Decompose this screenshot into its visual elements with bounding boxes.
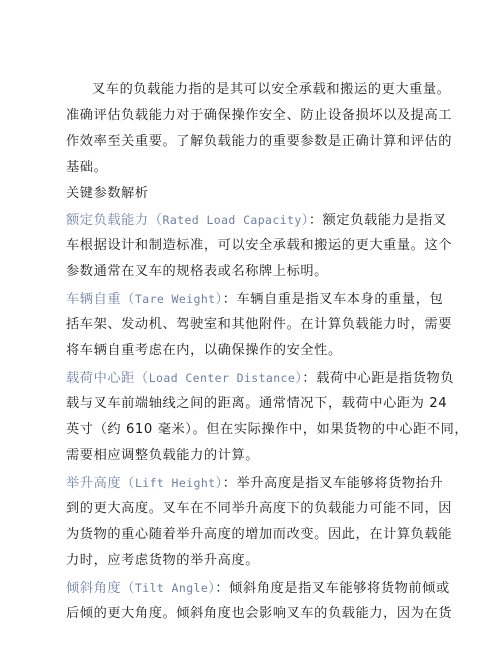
intro-line-4: 基础。	[66, 160, 108, 175]
param-term-close: ）	[215, 476, 223, 491]
param-body-line: 后倾的更大角度。倾斜角度也会影响叉车的负载能力，因为在货	[66, 606, 453, 621]
param-lead: ：倾斜角度是指叉车能够将货物前倾或	[215, 581, 450, 596]
intro-line-3: 作效率至关重要。了解负载能力的重要参数是正确计算和评估的	[66, 134, 453, 149]
param-body-line: 需要相应调整负载能力的计算。	[66, 448, 260, 463]
param-term-en: Tilt Angle	[134, 581, 209, 595]
param-body-line: 车根据设计和制造标准，可以安全承载和搬运的更大重量。这个	[66, 238, 453, 253]
param-body-line: 力时，应考虑货物的举升高度。	[66, 553, 260, 568]
param-lift-height-first-line	[66, 475, 443, 492]
param-lead: ：举升高度是指叉车能够将货物抬升	[222, 476, 444, 491]
param-tilt-angle-first-line	[66, 580, 450, 597]
param-term: 举升高度（	[66, 476, 135, 491]
param-term-en: Rated Load Capacity	[162, 213, 302, 227]
param-body-line: 英寸（约 610 毫米）。但在实际操作中，如果货物的中心距不同，	[66, 422, 469, 437]
param-term-en: Lift Height	[134, 476, 216, 490]
param-term: 车辆自重（	[66, 292, 135, 307]
param-load-center-first-line	[66, 370, 454, 387]
param-term-en: Tare Weight	[134, 292, 216, 306]
param-body-line: 参数通常在叉车的规格表或名称牌上标明。	[66, 264, 328, 279]
intro-line-2: 准确评估负载能力对于确保操作安全、防止设备损坏以及提高工	[66, 108, 453, 123]
param-tare-weight-first-line	[66, 291, 443, 308]
param-lead: ：额定负载能力是指叉	[308, 213, 447, 228]
param-term-close: ）	[215, 292, 223, 307]
param-term: 载荷中心距（	[66, 371, 149, 386]
param-body-line: 为货物的重心随着举升高度的增加而改变。因此，在计算负载能	[66, 527, 453, 542]
param-body-line: 载与叉车前端轴线之间的距离。通常情况下，载荷中心距为 24	[66, 396, 448, 411]
param-body-line: 到的更大高度。叉车在不同举升高度下的负载能力可能不同，因	[66, 501, 453, 516]
param-term-close: ）	[208, 581, 216, 596]
param-body-line: 将车辆自重考虑在内，以确保操作的安全性。	[66, 343, 342, 358]
param-lead: ：车辆自重是指叉车本身的重量，包	[222, 292, 444, 307]
param-term-en: Load Center Distance	[148, 371, 296, 385]
param-term-close: ）	[301, 213, 309, 228]
param-lead: ：载荷中心距是指货物负	[302, 371, 455, 386]
param-rated-load-first-line	[66, 212, 447, 229]
param-body-line: 括车架、发动机、驾驶室和其他附件。在计算负载能力时，需要	[66, 317, 453, 332]
intro-line-1: 叉车的负载能力指的是其可以安全承载和搬运的更大重量。	[92, 82, 451, 97]
param-term: 倾斜角度（	[66, 581, 135, 596]
param-term-close: ）	[295, 371, 303, 386]
param-term: 额定负载能力（	[66, 213, 163, 228]
section-heading: 关键参数解析	[66, 186, 149, 201]
